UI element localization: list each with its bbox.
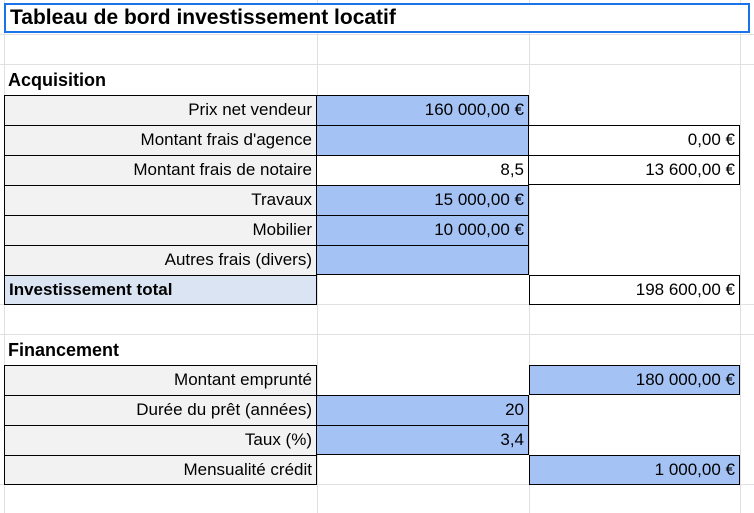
label-mobilier[interactable]: Mobilier xyxy=(4,215,317,245)
input-frais-agence[interactable] xyxy=(317,125,529,155)
input-duree-pret[interactable]: 20 xyxy=(317,395,529,425)
sheet-title-cell[interactable]: Tableau de bord investissement locatif xyxy=(4,3,750,33)
amount-frais-agence[interactable]: 0,00 € xyxy=(529,125,740,155)
amount-montant-emprunte[interactable]: 180 000,00 € xyxy=(529,365,740,395)
gridline xyxy=(0,34,754,35)
section-header-financement[interactable]: Financement xyxy=(8,340,120,360)
label-montant-emprunte[interactable]: Montant emprunté xyxy=(4,365,317,395)
label-prix-net-vendeur[interactable]: Prix net vendeur xyxy=(4,95,317,125)
input-autres-frais[interactable] xyxy=(317,245,529,275)
amount-mensualite-credit[interactable]: 1 000,00 € xyxy=(529,455,740,485)
amount-frais-notaire[interactable]: 13 600,00 € xyxy=(529,155,740,185)
section-header-acquisition[interactable]: Acquisition xyxy=(8,70,106,90)
label-mensualite-credit[interactable]: Mensualité crédit xyxy=(4,455,317,485)
label-frais-agence[interactable]: Montant frais d'agence xyxy=(4,125,317,155)
label-autres-frais[interactable]: Autres frais (divers) xyxy=(4,245,317,275)
input-taux[interactable]: 3,4 xyxy=(317,425,529,455)
amount-investissement-total[interactable]: 198 600,00 € xyxy=(529,275,740,305)
gridline xyxy=(529,0,530,513)
label-travaux[interactable]: Travaux xyxy=(4,185,317,215)
label-investissement-total[interactable]: Investissement total xyxy=(4,275,317,305)
input-travaux[interactable]: 15 000,00 € xyxy=(317,185,529,215)
gridline xyxy=(740,0,741,513)
gridline xyxy=(0,64,754,65)
label-frais-notaire[interactable]: Montant frais de notaire xyxy=(4,155,317,185)
label-taux[interactable]: Taux (%) xyxy=(4,425,317,455)
input-prix-net-vendeur[interactable]: 160 000,00 € xyxy=(317,95,529,125)
input-frais-notaire-pct[interactable]: 8,5 xyxy=(317,155,529,185)
input-mobilier[interactable]: 10 000,00 € xyxy=(317,215,529,245)
label-duree-pret[interactable]: Durée du prêt (années) xyxy=(4,395,317,425)
gridline xyxy=(0,334,754,335)
